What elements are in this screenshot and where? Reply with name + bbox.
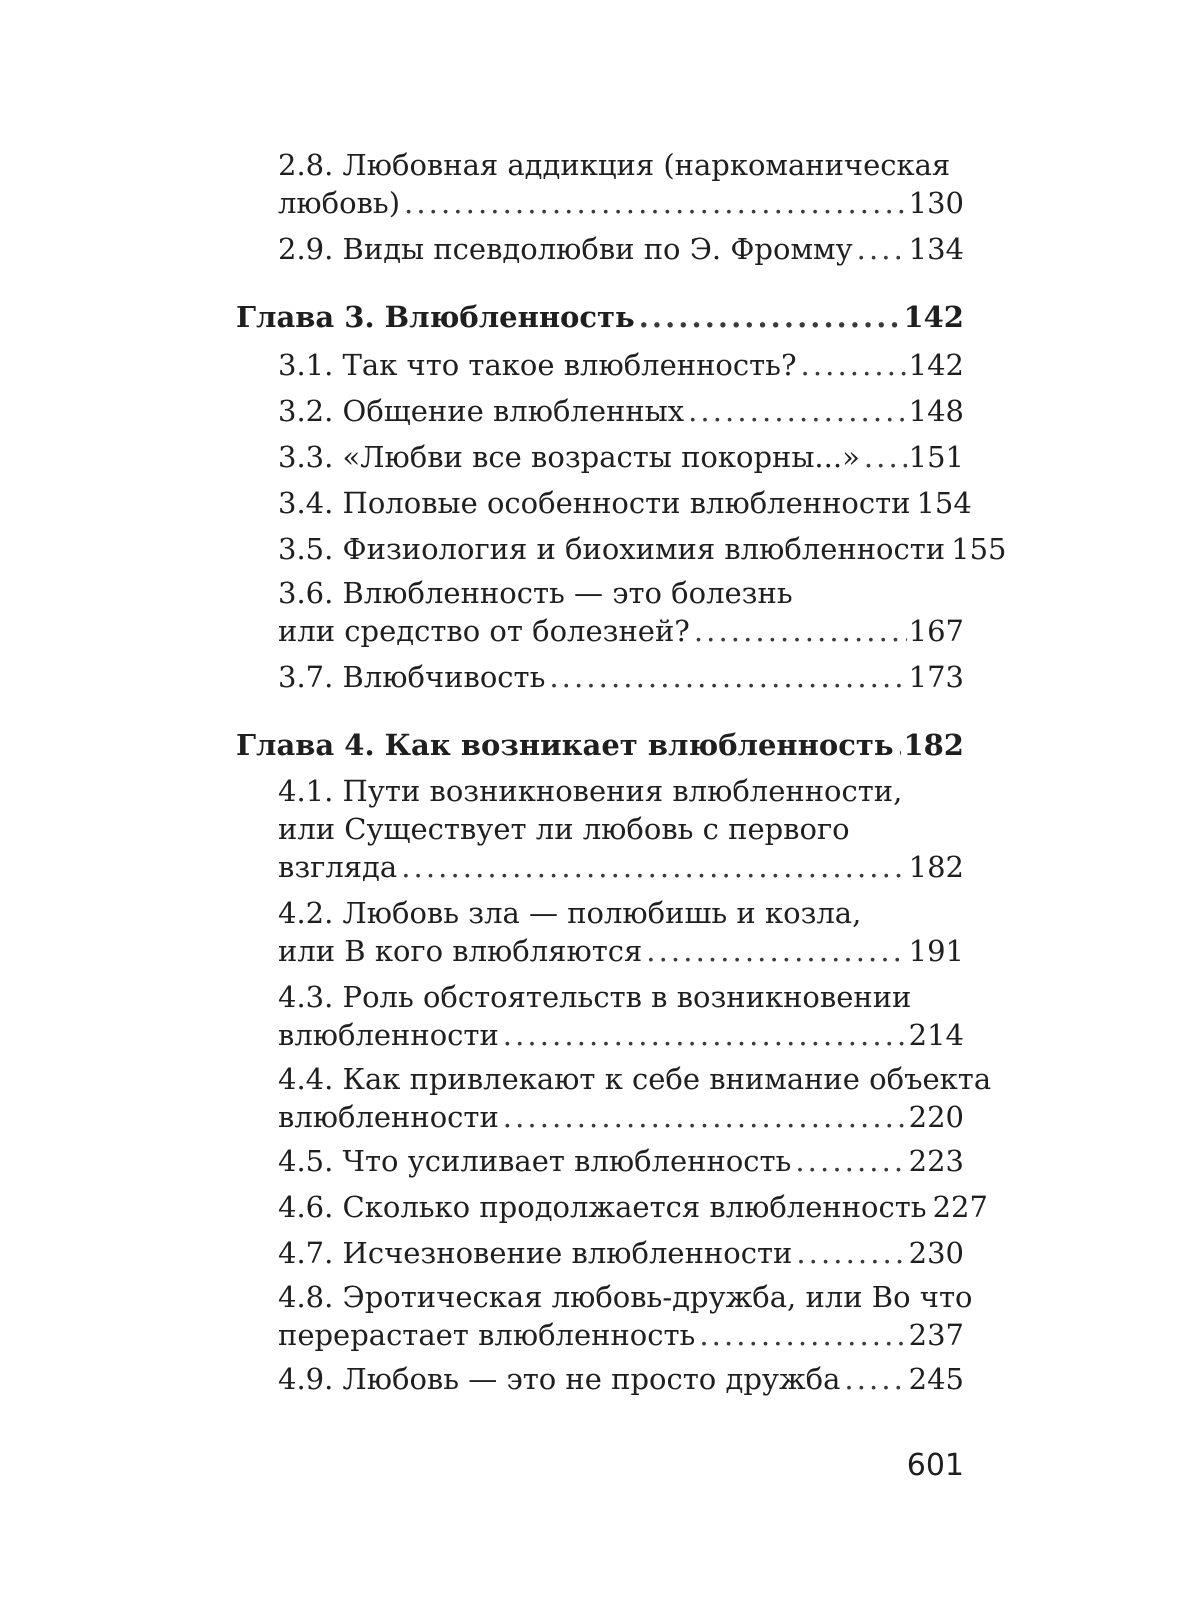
toc-entry-page: 134 [908, 232, 964, 266]
toc-chapter-page: 142 [903, 300, 964, 334]
toc-entry-title: перерастает влюбленность [278, 1318, 696, 1352]
toc-entry-4-6[interactable] [278, 1184, 988, 1224]
dot-leader [401, 850, 906, 884]
dot-leader [864, 440, 907, 474]
toc-entry-title: 2.8. Любовная аддикция (наркоманическая [278, 148, 951, 182]
toc-entry-page: 223 [908, 1144, 964, 1178]
toc-entry-title: или средство от болезней? [278, 614, 690, 648]
dot-leader [796, 1236, 906, 1270]
toc-entry-page: 173 [908, 660, 964, 694]
toc-entry-3-6[interactable] [278, 608, 964, 648]
toc-entry-title: любовь) [278, 186, 401, 220]
toc-entry-page: 167 [908, 614, 964, 648]
toc-entry-page: 214 [908, 1018, 964, 1052]
toc-entry-3-4[interactable] [278, 480, 972, 520]
toc-chapter-title: Глава 4. Как возникает влюбленность [236, 728, 894, 762]
toc-entry-title: 3.3. «Любви все возрасты покорны...» [278, 440, 860, 474]
toc-entry-4-9[interactable] [278, 1356, 964, 1396]
toc-entry-4-2[interactable] [278, 928, 964, 968]
toc-entry-title: 4.6. Сколько продолжается влюбленность [278, 1190, 927, 1224]
toc-entry-title: 4.2. Любовь зла — полюбишь и козла, [278, 896, 862, 930]
toc-entry-title: 2.9. Виды псевдолюбви по Э. Фромму [278, 232, 853, 266]
toc-entry-title: или Существует ли любовь с первого [278, 812, 850, 846]
toc-entry-2-8-line1 [278, 142, 964, 182]
toc-entry-4-7[interactable] [278, 1230, 964, 1270]
toc-entry-title: 3.1. Так что такое влюбленность? [278, 348, 797, 382]
toc-entry-title: 4.4. Как привлекают к себе внимание объекта [278, 1062, 992, 1096]
dot-leader [503, 1018, 907, 1052]
toc-entry-4-3-line1 [278, 974, 964, 1014]
toc-entry-title: 3.7. Влюбчивость [278, 660, 546, 694]
toc-entry-page: 182 [908, 850, 964, 884]
toc-entry-3-1[interactable] [278, 342, 964, 382]
toc-entry-page: 130 [908, 186, 964, 220]
toc-entry-3-5[interactable] [278, 526, 1007, 566]
toc-entry-title: влюбленности [278, 1100, 499, 1134]
toc-entry-2-8[interactable] [278, 180, 964, 220]
dot-leader [801, 348, 907, 382]
toc-entry-page: 191 [908, 934, 964, 968]
toc-entry-4-2-line1 [278, 890, 964, 930]
toc-entry-title: 4.9. Любовь — это не просто дружба [278, 1362, 841, 1396]
dot-leader [549, 660, 906, 694]
toc-entry-title: 3.2. Общение влюбленных [278, 394, 685, 428]
toc-entry-2-9[interactable] [278, 226, 964, 266]
toc-entry-title: влюбленности [278, 1018, 499, 1052]
dot-leader [646, 934, 906, 968]
dot-leader [898, 728, 902, 762]
toc-entry-3-6-line1 [278, 570, 964, 610]
page-number: 601 [906, 1448, 964, 1483]
toc-entry-4-8[interactable] [278, 1312, 964, 1352]
toc-entry-title: 4.7. Исчезновение влюбленности [278, 1236, 793, 1270]
dot-leader [688, 394, 907, 428]
toc-entry-page: 154 [916, 486, 972, 520]
toc-entry-page: 148 [908, 394, 964, 428]
toc-entry-4-4[interactable] [278, 1094, 964, 1134]
toc-entry-title: взгляда [278, 850, 398, 884]
toc-entry-4-1[interactable] [278, 844, 964, 884]
toc-entry-4-8-line1 [278, 1274, 973, 1314]
toc-entry-page: 230 [908, 1236, 964, 1270]
toc-chapter-3[interactable] [236, 294, 964, 334]
toc-entry-title: 4.3. Роль обстоятельств в возникновении [278, 980, 912, 1014]
toc-entry-3-2[interactable] [278, 388, 964, 428]
toc-entry-page: 151 [908, 440, 964, 474]
toc-entry-title: или В кого влюбляются [278, 934, 643, 968]
toc-entry-page: 220 [908, 1100, 964, 1134]
dot-leader [639, 300, 902, 334]
toc-chapter-title: Глава 3. Влюбленность [236, 300, 635, 334]
dot-leader [844, 1362, 906, 1396]
toc-entry-page: 142 [908, 348, 964, 382]
dot-leader [694, 614, 907, 648]
toc-entry-page: 237 [908, 1318, 964, 1352]
dot-leader [857, 232, 907, 266]
dot-leader [503, 1100, 907, 1134]
toc-entry-title: 4.1. Пути возникновения влюбленности, [278, 774, 903, 808]
toc-chapter-4[interactable] [236, 722, 964, 762]
toc-entry-title: 4.5. Что усиливает влюбленность [278, 1144, 792, 1178]
dot-leader [404, 186, 907, 220]
toc-entry-3-7[interactable] [278, 654, 964, 694]
toc-entry-4-3[interactable] [278, 1012, 964, 1052]
dot-leader [699, 1318, 906, 1352]
toc-entry-page: 155 [951, 532, 1007, 566]
toc-entry-title: 3.6. Влюбленность — это болезнь [278, 576, 793, 610]
toc-entry-3-3[interactable] [278, 434, 964, 474]
toc-entry-page: 245 [908, 1362, 964, 1396]
toc-chapter-page: 182 [903, 728, 964, 762]
toc-entry-title: 3.5. Физиология и биохимия влюбленности [278, 532, 946, 566]
toc-entry-title: 3.4. Половые особенности влюбленности [278, 486, 911, 520]
toc-entry-4-5[interactable] [278, 1138, 964, 1178]
toc-entry-4-4-line1 [278, 1056, 992, 1096]
toc-entry-4-1-line2 [278, 806, 964, 846]
dot-leader [795, 1144, 906, 1178]
toc-entry-page: 227 [932, 1190, 988, 1224]
toc-entry-4-1-line1 [278, 768, 964, 808]
toc-entry-title: 4.8. Эротическая любовь-дружба, или Во что [278, 1280, 973, 1314]
